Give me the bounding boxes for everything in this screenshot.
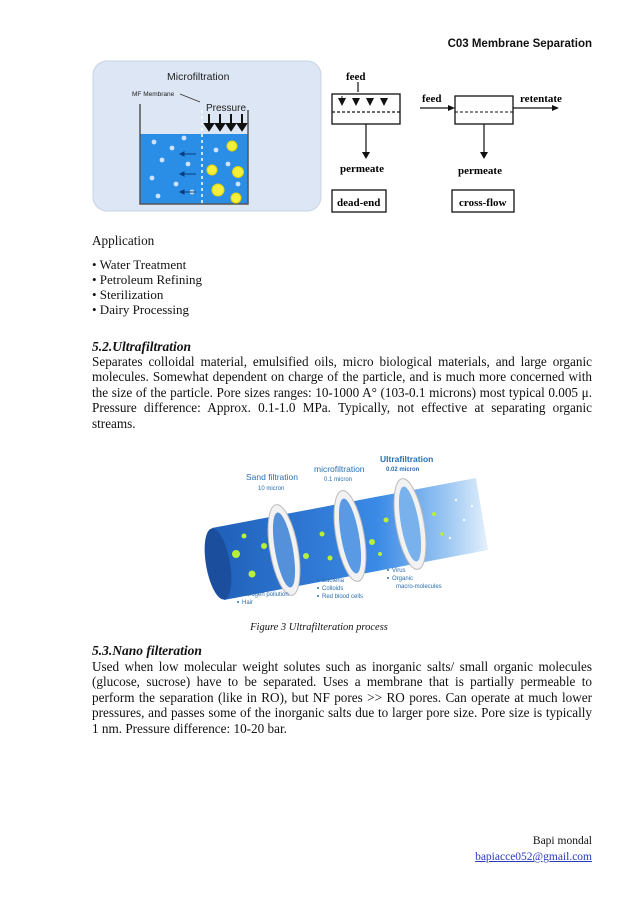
page-header: C03 Membrane Separation bbox=[447, 38, 592, 50]
ultra-size: 0.02 micron bbox=[386, 467, 420, 473]
flow-modes-svg bbox=[328, 66, 568, 216]
feed-label: feed bbox=[346, 71, 366, 83]
uf-paragraph: Separates colloidal material, emulsified oils, micro biological materials, and large organic molecules. Somewhat dependent on charge of the particle, and is much more concerned with the size of the particle. Pore sizes ranges: 10-1000 A° (103-0.1 microns) most typical 0.005 μ. Pressure difference: Approx. 0.1-1.0 MPa. Typically, not effective at separating organic streams. bbox=[92, 354, 592, 431]
list-item: • Water Treatment bbox=[92, 257, 187, 272]
uf-heading: 5.2.Ultrafiltration bbox=[92, 339, 192, 354]
list-item: • Dairy Processing bbox=[92, 302, 189, 317]
ultra-item: Organic bbox=[392, 576, 414, 582]
sand-item: Hair bbox=[242, 600, 254, 606]
ultrafiltration-figure bbox=[196, 450, 496, 615]
footer-author: Bapi mondal bbox=[532, 835, 592, 847]
nf-heading: 5.3.Nano filteration bbox=[92, 643, 202, 658]
application-heading: Application bbox=[92, 233, 155, 248]
list-item: • Sterilization bbox=[92, 287, 164, 302]
mf-membrane-label: MF Membrane bbox=[132, 91, 175, 98]
pressure-label: Pressure bbox=[206, 103, 247, 114]
microfiltration-svg bbox=[92, 60, 322, 212]
flow-modes-diagram bbox=[328, 66, 568, 216]
sand-size: 10 micron bbox=[258, 486, 285, 492]
application-list bbox=[92, 257, 202, 317]
dead-end-label: dead-end bbox=[337, 197, 381, 209]
footer-email-link[interactable]: bapiacce052@gmail.com bbox=[475, 851, 592, 863]
figure3-caption: Figure 3 Ultrafilteration process bbox=[250, 622, 388, 633]
ultrafiltration-svg bbox=[196, 450, 496, 615]
permeate-label: permeate bbox=[340, 163, 384, 175]
permeate2-label: permeate bbox=[458, 165, 502, 177]
ultra-item: macro-molecules bbox=[396, 584, 442, 590]
feed2-label: feed bbox=[422, 93, 442, 105]
micro-title: microfiltration bbox=[314, 464, 365, 474]
ultra-title: Ultrafiltration bbox=[380, 454, 434, 464]
ultra-item: Virus bbox=[392, 568, 406, 574]
mf-title: Microfiltration bbox=[167, 71, 230, 83]
micro-item: Red blood cells bbox=[322, 594, 364, 600]
micro-item: Colloids bbox=[322, 586, 344, 592]
retentate-label: retentate bbox=[520, 93, 562, 105]
cross-flow-label: cross-flow bbox=[459, 197, 507, 209]
micro-item: Bacteria bbox=[322, 578, 345, 584]
list-item: • Petroleum Refining bbox=[92, 272, 202, 287]
sand-item: Nitrogen pollution bbox=[242, 592, 289, 598]
micro-size: 0.1 micron bbox=[324, 477, 353, 483]
microfiltration-diagram bbox=[92, 60, 322, 212]
sand-title: Sand filtration bbox=[246, 472, 298, 482]
nf-paragraph: Used when low molecular weight solutes such as inorganic salts/ small organic molecules (glucose, sucrose) have to be separated. Uses a membrane that is partially permeable to perform the separation (like in RO), but NF pores >> RO pores. Can operate at much lower pressures, and passes some of the inorganic salts due to larger pore size. Pore size is typically 1 nm. Pressure difference: 10-20 bar. bbox=[92, 659, 592, 736]
